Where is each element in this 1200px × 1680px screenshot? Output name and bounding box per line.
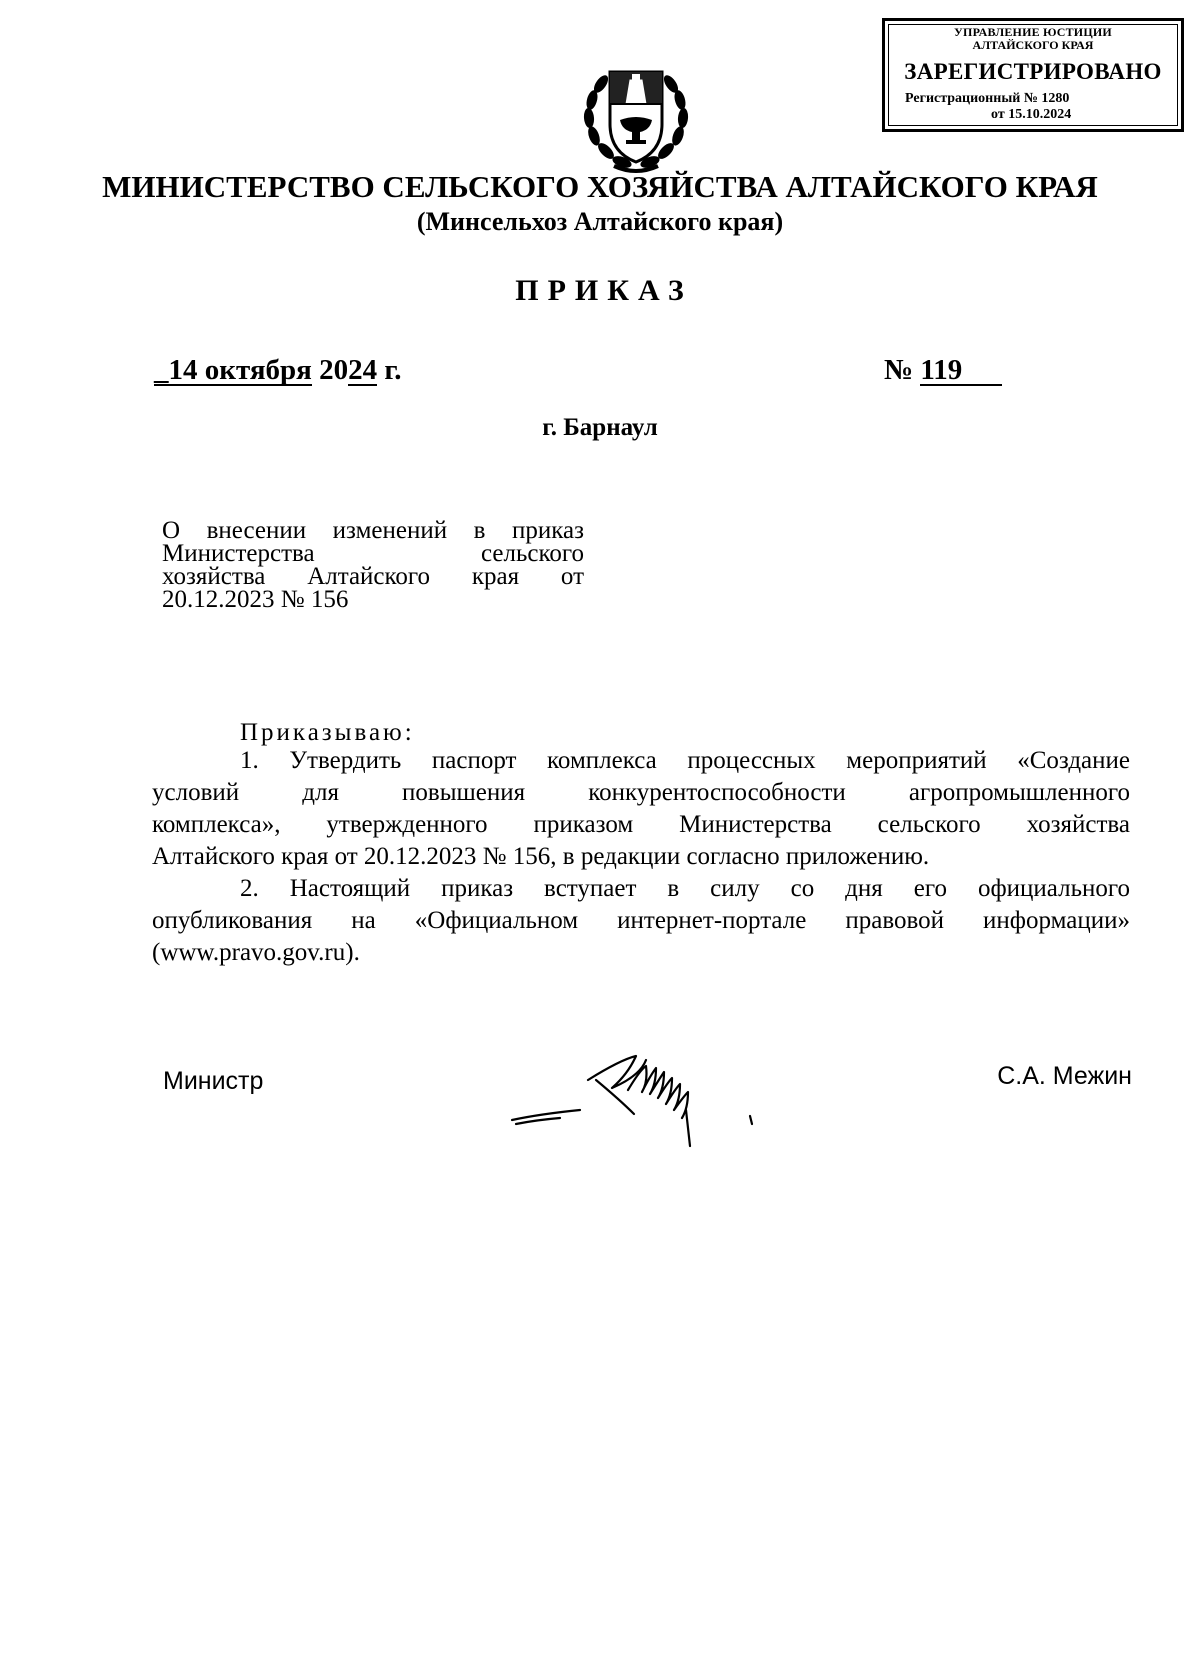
date-day-month: 14 октября [168,354,312,386]
paragraph-line: 1. Утвердить паспорт комплекса процессных мероприятий «Создание [240,747,1130,774]
date-year-start: 20 [319,354,349,386]
document-type: ПРИКАЗ [515,274,693,307]
stamp-authority-line1: УПРАВЛЕНИЕ ЮСТИЦИИ [954,25,1112,39]
paragraph-1 [152,745,1130,873]
date-prefix: _ [154,354,169,386]
stamp-registration-date: от 15.10.2024 [991,107,1072,122]
ministry-short-name: (Минсельхоз Алтайского края) [416,207,784,236]
subject-line: 20.12.2023 № 156 [162,586,349,613]
ministry-name: МИНИСТЕРСТВО СЕЛЬСКОГО ХОЗЯЙСТВА АЛТАЙСКОГО КРАЯ [102,169,1098,204]
subject-line: хозяйства Алтайского края от [162,563,584,590]
date-space [312,356,319,386]
paragraph-line: Алтайского края от 20.12.2023 № 156, в редакции согласно приложению. [152,843,930,870]
signatory-name: С.А. Межин [997,1062,1132,1090]
subject-line: Министерства сельского [162,540,584,567]
paragraph-2 [152,873,1130,969]
paragraph-line: (www.pravo.gov.ru). [152,939,360,966]
number-label: № [884,354,921,386]
altai-krai-coat-of-arms-icon [580,58,692,176]
stamp-authority-line2: АЛТАЙСКОГО КРАЯ [972,38,1094,52]
number-value: 119 [920,356,1002,386]
paragraph-line: комплекса», утвержденного приказом Министерства сельского хозяйства [152,811,1130,838]
stamp-registration-number: Регистрационный № 1280 [905,91,1070,106]
city: г. Барнаул [542,414,658,441]
registration-stamp [882,18,1184,132]
order-date [154,353,402,387]
stamp-status: ЗАРЕГИСТРИРОВАНО [904,59,1162,84]
signatory-title: Министр [163,1067,264,1095]
paragraph-line: условий для повышения конкурентоспособности агропромышленного [152,779,1130,806]
order-number [884,353,1002,387]
date-year-end: 24 [348,354,378,386]
handwritten-signature [500,1030,820,1170]
order-subject [162,519,584,611]
paragraph-line: опубликования на «Официальном интернет-портале правовой информации» [152,907,1130,934]
date-suffix: г. [377,354,402,386]
order-directive: Приказываю: [240,719,415,746]
paragraph-line: 2. Настоящий приказ вступает в силу со дня его официального [240,875,1130,902]
subject-line: О внесении изменений в приказ [162,517,584,544]
